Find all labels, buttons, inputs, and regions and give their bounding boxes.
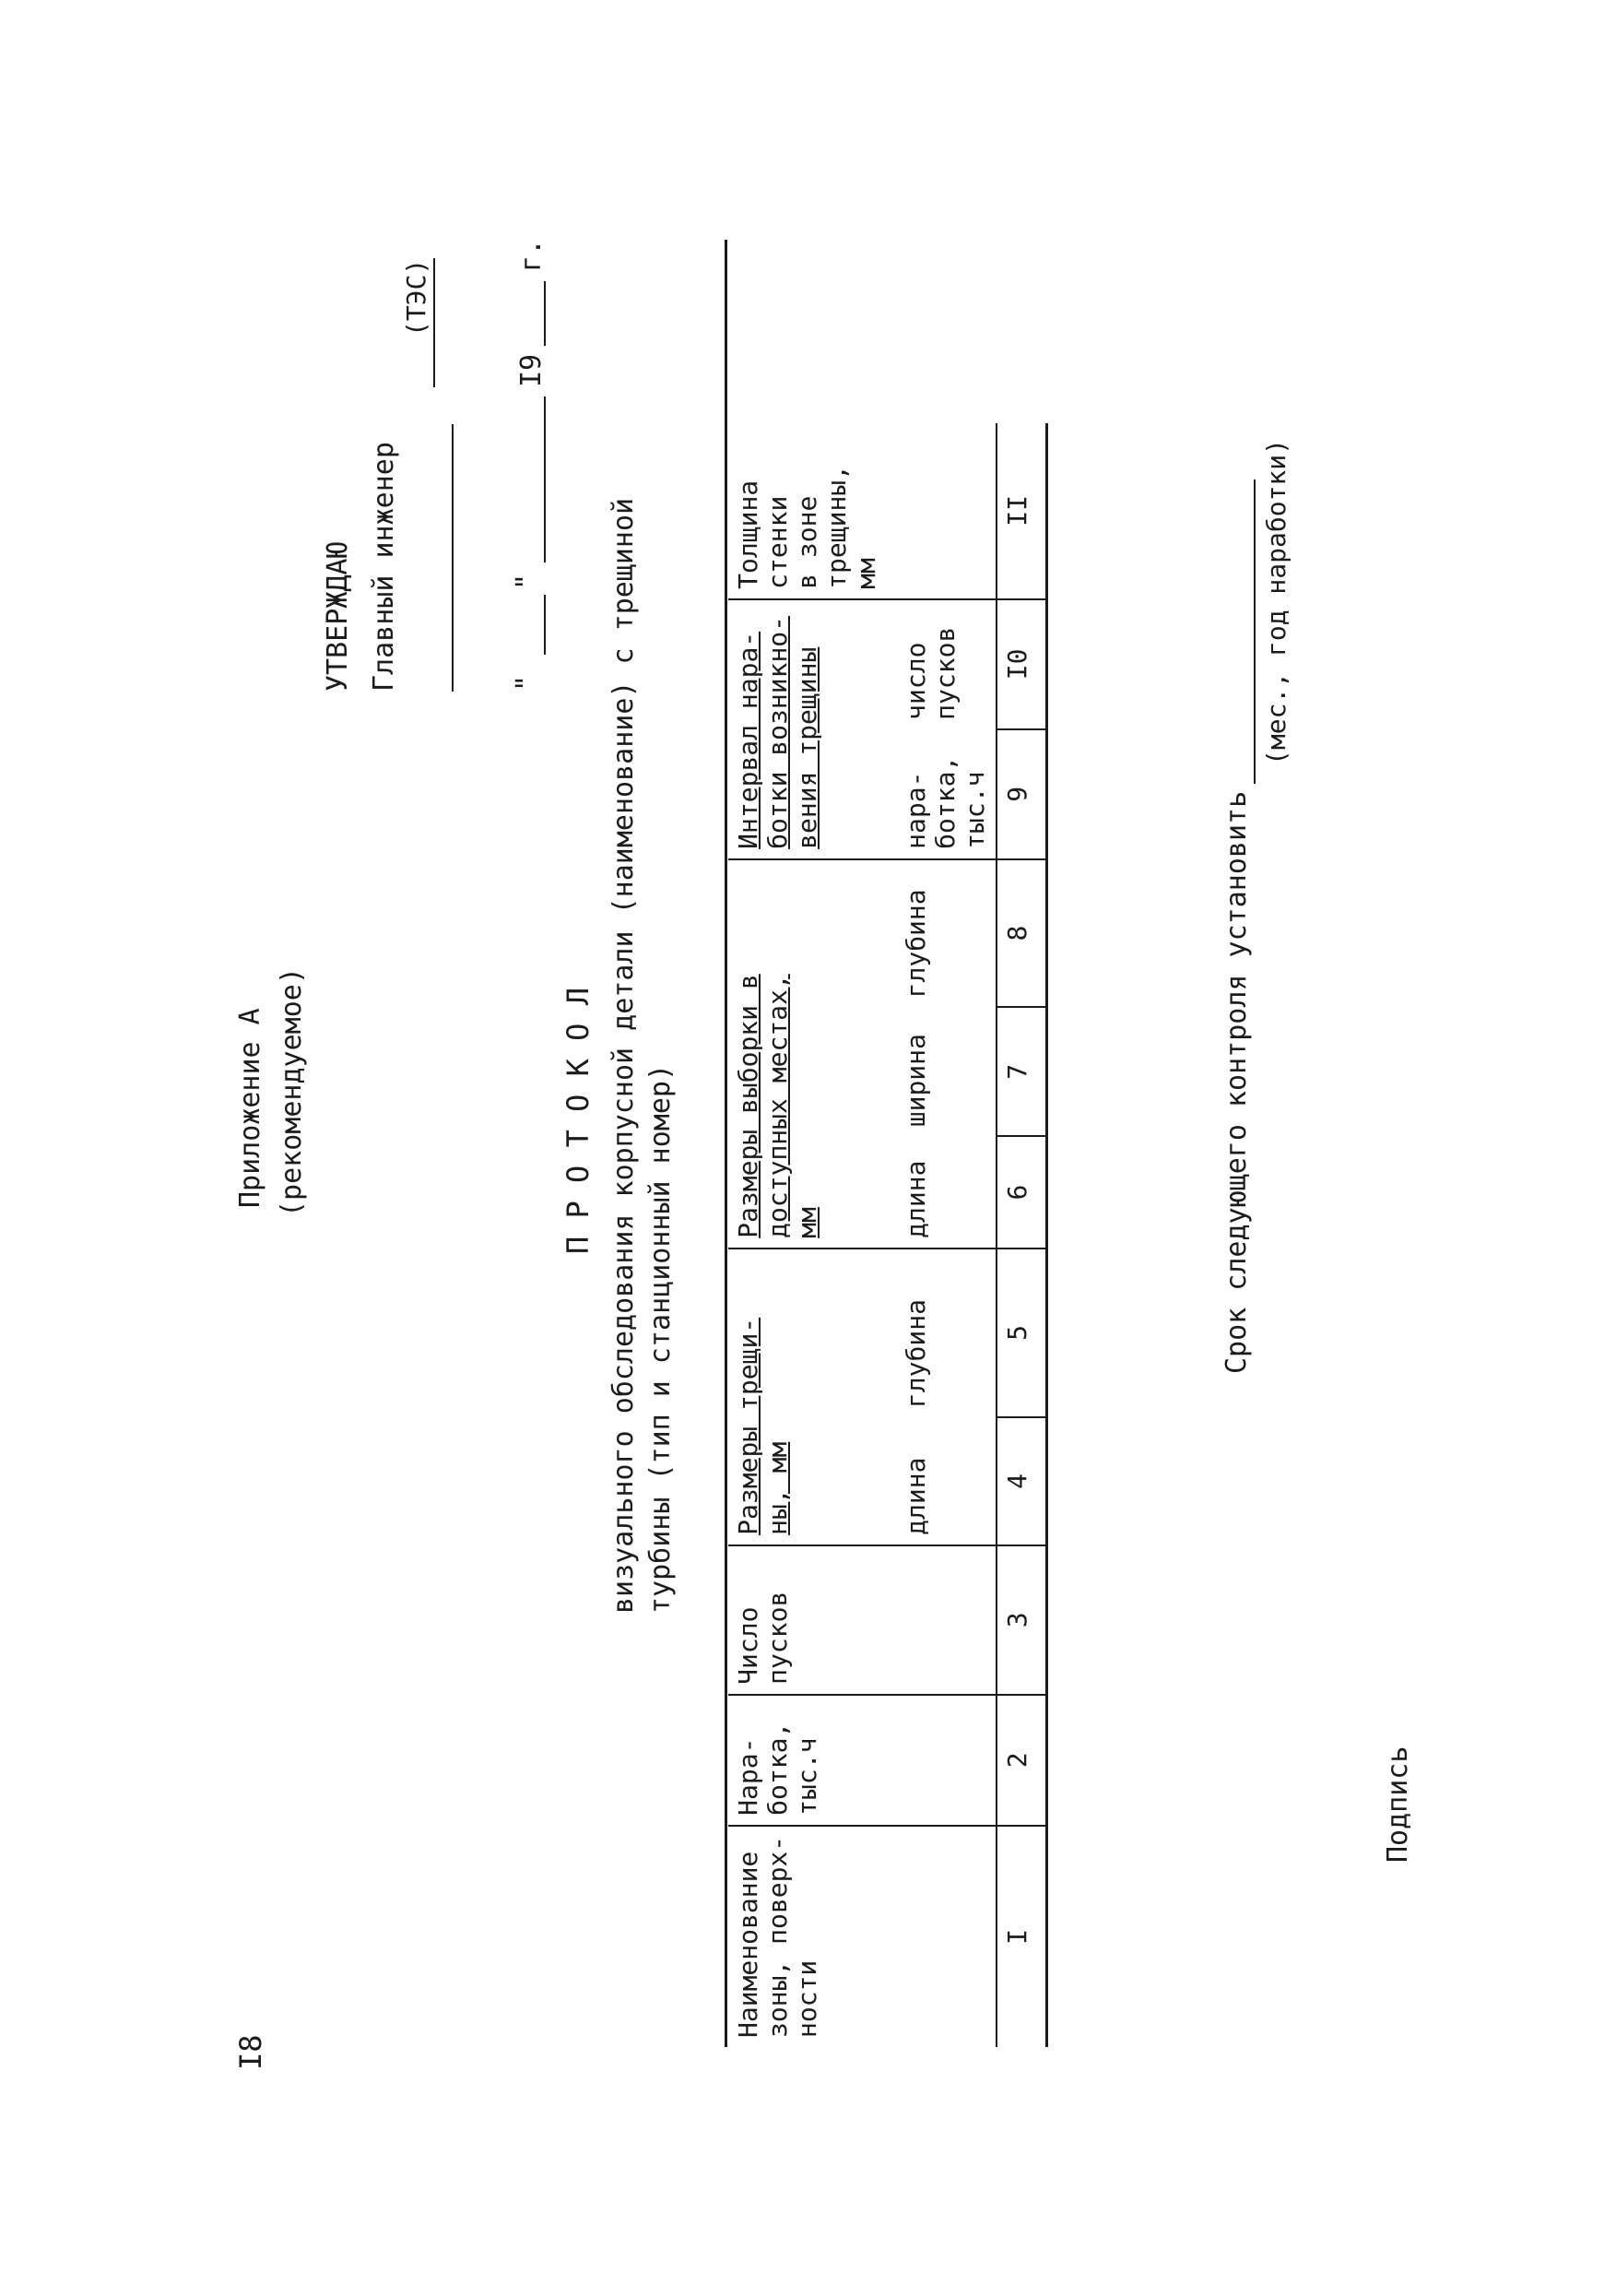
header-crack-interval: Интервал нара- ботки возникно- вения трещины xyxy=(728,599,896,859)
table-top-rule xyxy=(725,240,727,2047)
column-number: 7 xyxy=(997,1007,1047,1136)
next-control-line xyxy=(1254,479,1256,784)
column-number: 2 xyxy=(997,1695,1047,1826)
header-sample-size: Размеры выборки в доступных местах, мм xyxy=(728,859,896,1249)
date-quote-open: " xyxy=(511,674,543,692)
column-number: I0 xyxy=(997,599,1047,729)
date-day-line xyxy=(544,595,546,655)
date-month-line xyxy=(544,396,546,562)
chief-engineer-label: Главный инженер xyxy=(368,442,400,692)
org-suffix: (ТЭС) xyxy=(401,258,431,337)
chief-engineer-signature-line xyxy=(433,258,435,387)
column-number: 9 xyxy=(997,729,1047,859)
date-year-suffix: г. xyxy=(515,238,548,272)
protocol-line-2: турбины (тип и станционный номер) xyxy=(644,1063,677,1614)
column-number: 6 xyxy=(997,1136,1047,1249)
inspection-table xyxy=(728,423,1048,2047)
subheader-crack-length: длина xyxy=(896,1417,997,1545)
subheader-sample-depth: глубина xyxy=(901,889,931,999)
protocol-title: П Р О Т О К О Л xyxy=(560,988,596,1254)
column-number: 8 xyxy=(997,859,1047,1008)
subheader-interval-starts: число пусков xyxy=(901,626,961,720)
column-number: I xyxy=(997,1826,1047,2047)
approval-label: УТВЕРЖДАЮ xyxy=(322,541,354,692)
date-year-prefix: I9 xyxy=(515,353,548,387)
signature-label: Подпись xyxy=(1382,1746,1414,1863)
header-crack-size: Размеры трещи- ны, мм xyxy=(728,1249,896,1545)
subheader-crack-depth: глубина xyxy=(901,1299,931,1409)
subheader-interval-time: нара- ботка, тыс.ч xyxy=(896,729,997,859)
date-quote-close: " xyxy=(511,573,543,590)
next-control-hint: (мес., год наработки) xyxy=(1261,438,1292,765)
appendix-title: Приложение А xyxy=(234,1008,266,1208)
date-year-line xyxy=(544,281,546,346)
header-wall-thickness: Толщина стенки в зоне трещины, мм xyxy=(728,423,896,599)
chief-engineer-name-line xyxy=(452,424,454,692)
subheader-sample-width: ширина xyxy=(901,1034,931,1128)
header-operating-time: Нара- ботка, тыс.ч xyxy=(728,1695,896,1826)
header-starts: Число пусков xyxy=(728,1545,896,1695)
appendix-subtitle: (рекомендуемое) xyxy=(276,967,308,1217)
column-number: II xyxy=(997,423,1047,599)
subheader-sample-length: длина xyxy=(896,1136,997,1249)
protocol-line-1: визуального обследования корпусной детали (наименование) с трещиной xyxy=(607,497,640,1614)
column-number: 4 xyxy=(997,1417,1047,1545)
column-number: 5 xyxy=(997,1249,1047,1417)
page-number: I8 xyxy=(233,2034,268,2070)
header-zone: Наименование зоны, поверх- ности xyxy=(733,1835,822,2038)
next-control-label: Срок следующего контроля установить xyxy=(1221,790,1253,1374)
column-number: 3 xyxy=(997,1545,1047,1695)
